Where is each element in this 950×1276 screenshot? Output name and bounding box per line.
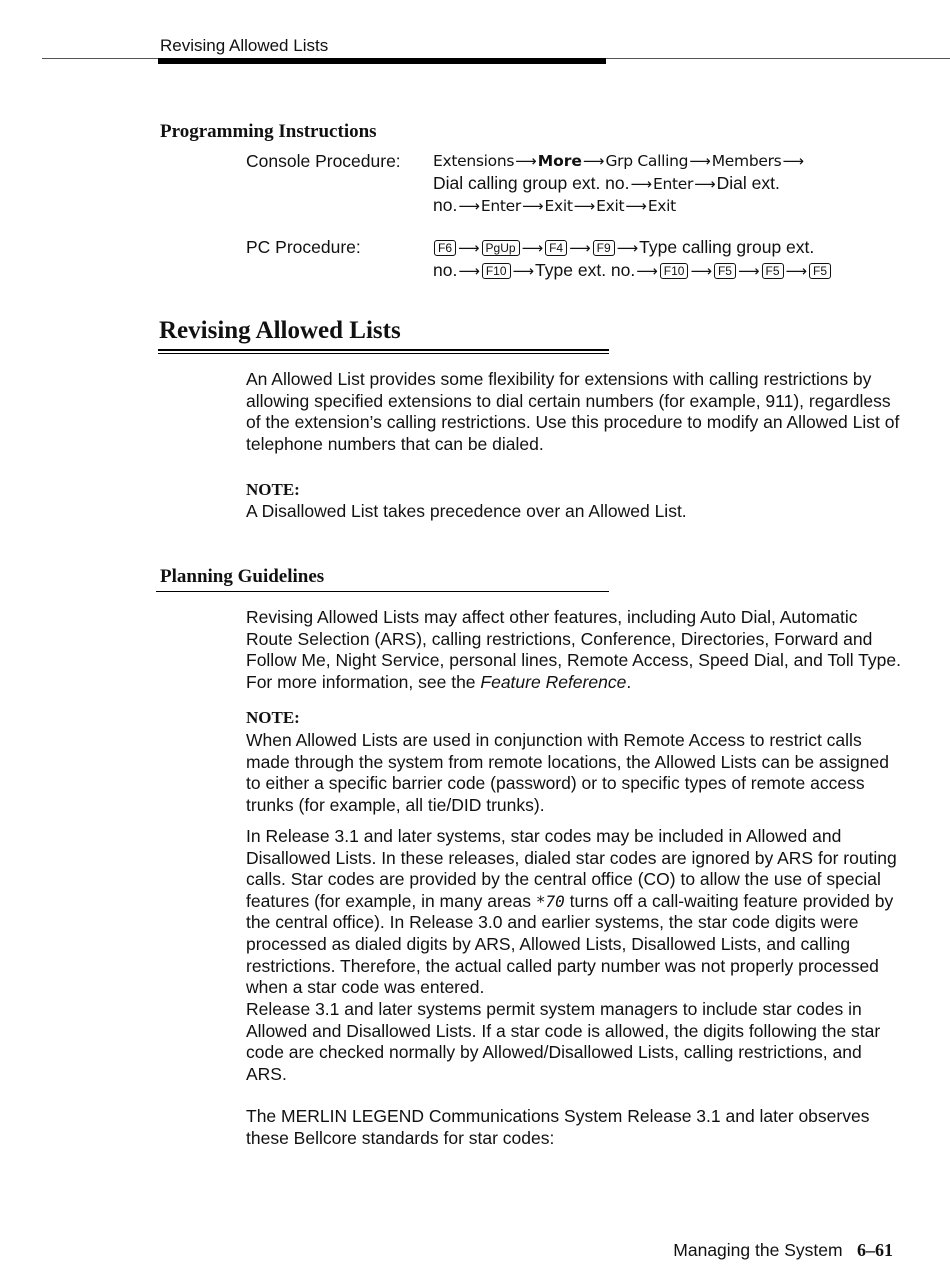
pc-text: Type calling group ext. bbox=[639, 237, 815, 257]
console-text: Dial ext. bbox=[716, 172, 780, 193]
key-f10: F10 bbox=[660, 263, 689, 279]
planning-paragraph-3: Release 3.1 and later systems permit system managers to include star codes in Allowed and Disallowed Lists. If a star code is allowed, the digits following the star code are checked normally by Allowed/Disallowed Lists, calling restrictions, and ARS. bbox=[246, 999, 881, 1084]
key-f5: F5 bbox=[762, 263, 784, 279]
section-title-rule-bottom bbox=[158, 353, 609, 354]
arrow-icon: ⟶ bbox=[616, 239, 639, 257]
cmd-extensions: Extensions bbox=[433, 152, 515, 170]
cmd-grp-calling: Grp Calling bbox=[605, 152, 689, 170]
programming-heading: Programming Instructions bbox=[160, 121, 377, 142]
arrow-icon: ⟶ bbox=[690, 262, 712, 280]
arrow-icon: ⟶ bbox=[458, 262, 480, 280]
arrow-icon: ⟶ bbox=[515, 152, 537, 170]
pc-line-1 bbox=[433, 236, 913, 259]
planning-paragraph-2 bbox=[246, 826, 906, 999]
console-line-3 bbox=[433, 195, 913, 218]
star-code: *70 bbox=[535, 891, 565, 911]
arrow-icon: ⟶ bbox=[582, 152, 605, 170]
pc-procedure-steps bbox=[433, 236, 913, 282]
arrow-icon: ⟶ bbox=[458, 239, 480, 257]
footer-chapter: Managing the System bbox=[673, 1240, 843, 1260]
console-text: Dial calling group ext. no. bbox=[433, 172, 630, 193]
arrow-icon: ⟶ bbox=[512, 262, 535, 280]
feature-reference-title: Feature Reference bbox=[480, 671, 627, 692]
running-header: Revising Allowed Lists bbox=[160, 36, 329, 55]
arrow-icon: ⟶ bbox=[521, 197, 544, 216]
cmd-exit: Exit bbox=[647, 197, 676, 216]
cmd-members: Members bbox=[711, 152, 782, 170]
note-text: When Allowed Lists are used in conjunction with Remote Access to restrict calls made through the system from remote locations, the Allowed Lists can be assigned to either a specific barrier code (password) or to specific types of remote access trunks (for example, all tie/DID trunks). bbox=[246, 730, 889, 815]
note-label: NOTE: bbox=[246, 480, 300, 499]
key-f6: F6 bbox=[434, 240, 456, 256]
page-footer bbox=[560, 1240, 893, 1261]
arrow-icon: ⟶ bbox=[573, 197, 596, 216]
planning-heading-rule bbox=[156, 591, 609, 592]
intro-paragraph: An Allowed List provides some flexibility for extensions with calling restrictions by allowing specified extensions to dial certain numbers (for example, 911), regardless of the extension’s calling restrictions. Use this procedure to modify an Allowed List of telephone numbers that can be dialed. bbox=[246, 369, 900, 454]
arrow-icon: ⟶ bbox=[689, 152, 711, 170]
section-title-rule-top bbox=[158, 349, 609, 351]
planning-heading: Planning Guidelines bbox=[160, 566, 325, 587]
pc-text: Type ext. no. bbox=[535, 260, 636, 280]
cmd-more: More bbox=[537, 152, 582, 170]
planning-text: In Release 3.1 and later systems, star codes may be included in Allowed and Disallowed Lists. In these releases, dialed star codes are ignored by ARS for routing calls. Star codes are provided by the central office (CO) to allow the use of special features (for example, in many areas bbox=[246, 826, 897, 911]
key-f5: F5 bbox=[714, 263, 736, 279]
pc-line-2 bbox=[433, 259, 913, 282]
arrow-icon: ⟶ bbox=[630, 174, 653, 193]
pc-text: no. bbox=[433, 260, 458, 280]
console-text: no. bbox=[433, 195, 458, 216]
key-f5: F5 bbox=[809, 263, 831, 279]
arrow-icon: ⟶ bbox=[569, 239, 591, 257]
key-f10: F10 bbox=[482, 263, 511, 279]
note-text: A Disallowed List takes precedence over an Allowed List. bbox=[246, 501, 687, 521]
arrow-icon: ⟶ bbox=[636, 262, 658, 280]
arrow-icon: ⟶ bbox=[782, 152, 804, 170]
console-line-2 bbox=[433, 173, 913, 196]
footer-page-number: 6–61 bbox=[857, 1240, 893, 1260]
cmd-exit: Exit bbox=[544, 197, 573, 216]
key-f4: F4 bbox=[545, 240, 567, 256]
arrow-icon: ⟶ bbox=[737, 262, 760, 280]
cmd-exit: Exit bbox=[596, 197, 625, 216]
key-pgup: PgUp bbox=[482, 240, 520, 256]
arrow-icon: ⟶ bbox=[625, 197, 647, 216]
pc-procedure-label: PC Procedure: bbox=[246, 237, 361, 257]
console-line-1 bbox=[433, 150, 913, 173]
console-procedure-label: Console Procedure: bbox=[246, 151, 401, 171]
cmd-enter: Enter bbox=[653, 174, 694, 193]
planning-text: turns off a call-waiting feature provided by the central office). In Release 3.0 and earlier systems, the star code digits were processed as dialed digits by ARS, Allowed Lists, Disallowed Lists, and calling restrictions. Therefore, the actual called party number was not properly processed when a star code was entered. bbox=[246, 890, 894, 998]
arrow-icon: ⟶ bbox=[785, 262, 808, 280]
planning-text: . bbox=[626, 671, 632, 692]
note-label: NOTE: bbox=[246, 708, 300, 727]
key-f9: F9 bbox=[593, 240, 615, 256]
planning-paragraph-4: The MERLIN LEGEND Communications System Release 3.1 and later observes these Bellcore standards for star codes: bbox=[246, 1106, 870, 1148]
arrow-icon: ⟶ bbox=[521, 239, 544, 257]
planning-paragraph-1 bbox=[246, 607, 906, 693]
cmd-enter: Enter bbox=[480, 197, 521, 216]
header-rule-thick bbox=[158, 58, 606, 64]
section-title: Revising Allowed Lists bbox=[159, 317, 401, 344]
arrow-icon: ⟶ bbox=[694, 174, 716, 193]
arrow-icon: ⟶ bbox=[458, 197, 480, 216]
console-procedure-steps bbox=[433, 150, 913, 218]
planning-text: Revising Allowed Lists may affect other features, including Auto Dial, Automatic Route Selection (ARS), calling restrictions, Conference, Directories, Forward and Follow Me, Night Service, personal lines, Remote Access, Speed Dial, and Toll Type. For more information, see the bbox=[246, 607, 901, 692]
